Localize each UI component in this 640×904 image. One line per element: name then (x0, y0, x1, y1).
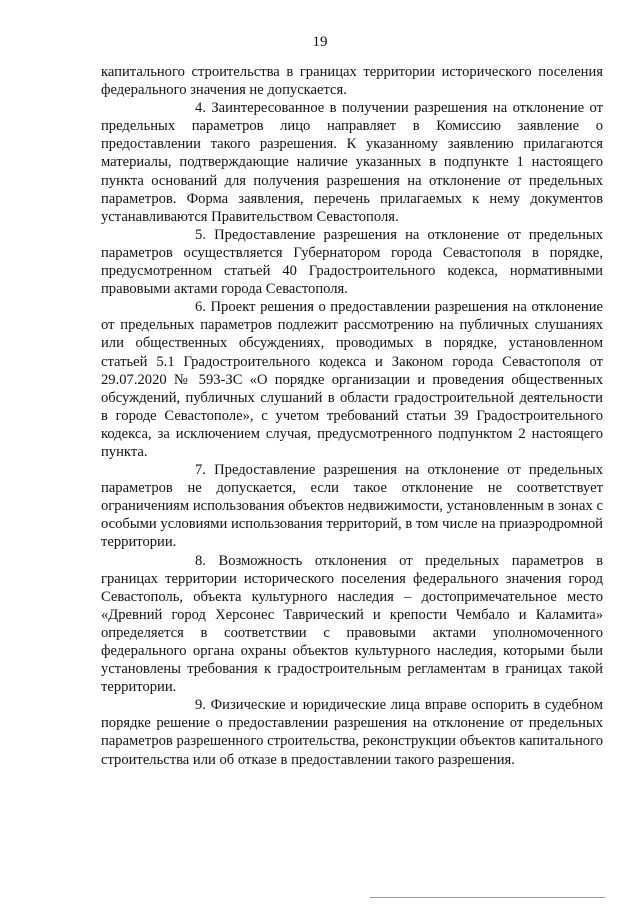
bottom-divider (370, 897, 605, 898)
paragraph-number: 6. (195, 299, 206, 316)
paragraph-text: капитального строительства в границах территории исторического поселения федерального значения не допускается. (101, 64, 603, 99)
paragraph-number: 4. (195, 100, 206, 117)
paragraph-number: 7. (195, 462, 206, 479)
paragraph-5 (101, 226, 603, 298)
paragraph-4 (101, 99, 603, 226)
paragraph-9 (101, 696, 603, 768)
paragraph-number: 9. (195, 697, 206, 714)
paragraph-number: 8. (195, 552, 206, 569)
paragraph-number: 5. (195, 226, 206, 243)
paragraph-text: Предоставление разрешения на отклонение от предельных параметров осуществляется Губернатором города Севастополя в порядке, предусмотренном статьей 40 Градостроительного кодекса, нормативными правовыми актами города Севастополя. (101, 226, 604, 298)
paragraph-text: Заинтересованное в получении разрешения на отклонение от предельных параметров лицо направляет в Комиссию заявление о предоставлении такого разрешения. К указанному заявлению прилагаются материалы, подтверждающие наличие указанных в подпункте 1 настоящего пункта оснований для получения разрешения на отклонение от предельных параметров. Форма заявления, перечень прилагаемых к нему документов устанавливаются Правительством Севастополя. (101, 100, 603, 225)
paragraph-8 (101, 552, 603, 697)
paragraph-6 (101, 298, 603, 461)
paragraph-text: Предоставление разрешения на отклонение от предельных параметров не допускается, если такое отклонение не соответствует ограничениям использования объектов недвижимости, установленным в зонах с особыми условиями использования территорий, в том числе на приаэродромной территории. (101, 462, 604, 551)
page-number: 19 (312, 34, 328, 50)
paragraph-text: Проект решения о предоставлении разрешения на отклонение от предельных параметров подлежит рассмотрению на публичных слушаниях или общественных обсуждениях, проводимых в порядке, установленном статьей 5.1 Градостроительного кодекса и Законом города Севастополя от 29.07.2020 № 593-ЗС «О порядке организации и проведения общественных обсуждений, публичных слушаний в области градостроительной деятельности в городе Севастополе», с учетом требований статьи 39 Градостроительного кодекса, за исключением случая, предусмотренного подпунктом 2 настоящего пункта. (101, 299, 603, 460)
paragraph-continuation (101, 63, 603, 99)
paragraph-text: Физические и юридические лица вправе оспорить в судебном порядке решение о предоставлении разрешения на отклонение от предельных параметров разрешенного строительства, реконструкции объектов капитального строительства или об отказе в предоставлении такого разрешения. (101, 697, 604, 768)
body-text (101, 63, 603, 769)
paragraph-text: Возможность отклонения от предельных параметров в границах территории исторического поселения федерального значения город Севастополь, объекта культурного наследия – достопримечательное место «Древний город Херсонес Таврический и крепости Чембало и Каламита» определяется в соответствии с правовыми актами уполномоченного федерального органа охраны объектов культурного наследия, которыми были установлены требования к градостроительным регламентам в границах такой территории. (101, 552, 603, 696)
paragraph-7 (101, 461, 603, 551)
